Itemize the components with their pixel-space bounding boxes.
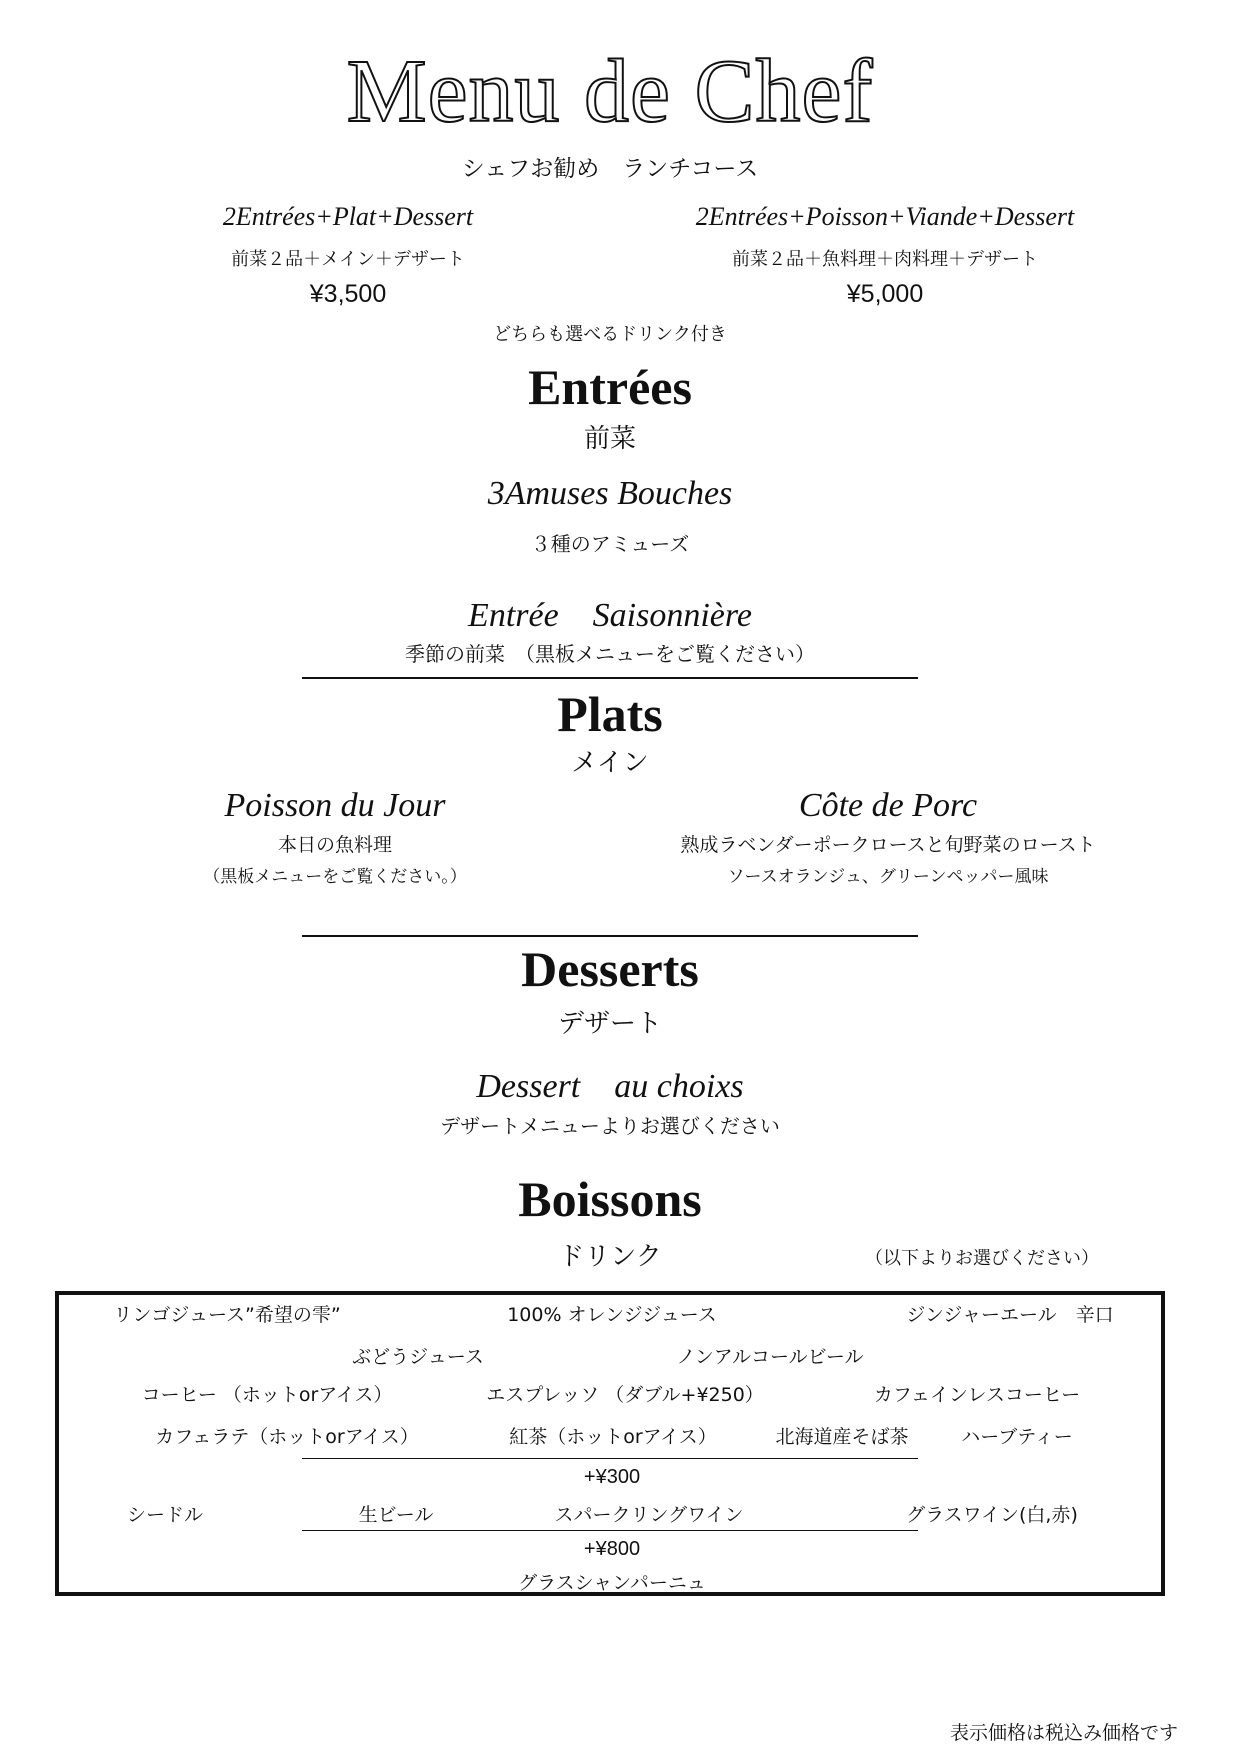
- page-subtitle: シェフお勧め ランチコース: [461, 156, 759, 182]
- section-boissons-title: Boissons: [518, 1171, 702, 1227]
- course-2-name: 2Entrées+Poisson+Viande+Dessert: [695, 202, 1075, 231]
- tier-1-price: +¥300: [583, 1466, 641, 1488]
- drink-grape-juice: ぶどうジュース: [352, 1346, 484, 1368]
- course-1-desc: 前菜２品＋メイン＋デザート: [231, 249, 465, 270]
- drink-sparkling-wine: スパークリングワイン: [554, 1504, 744, 1526]
- drink-included-note: どちらも選べるドリンク付き: [493, 324, 727, 345]
- dessert-1-jp: デザートメニューよりお選びください: [440, 1114, 780, 1138]
- section-desserts-jp: デザート: [557, 1009, 663, 1039]
- drink-coffee: コーヒー （ホットorアイス）: [141, 1384, 393, 1406]
- entree-2-jp: 季節の前菜 （黒板メニューをご覧ください）: [405, 642, 815, 666]
- drink-ginger-ale: ジンジャーエール 辛口: [906, 1304, 1114, 1326]
- drink-herb-tea: ハーブティー: [961, 1426, 1073, 1448]
- tier-1-divider: [302, 1458, 918, 1459]
- drink-orange-juice: 100% オレンジジュース: [507, 1304, 717, 1326]
- section-boissons-jp: ドリンク: [558, 1242, 662, 1272]
- plat-2-jp: 熟成ラベンダーポークロースと旬野菜のロースト: [680, 834, 1096, 856]
- drink-draft-beer: 生ビール: [358, 1504, 434, 1526]
- drink-cidre: シードル: [126, 1504, 204, 1526]
- plat-1-name: Poisson du Jour: [224, 787, 446, 824]
- drink-buckwheat-tea: 北海道産そば茶: [775, 1426, 909, 1448]
- divider-2: [302, 935, 918, 937]
- drink-champagne: グラスシャンパーニュ: [518, 1572, 706, 1594]
- drink-non-alcohol-beer: ノンアルコールビール: [676, 1346, 864, 1368]
- drink-espresso: エスプレッソ （ダブル+¥250）: [486, 1384, 764, 1406]
- page-title: Menu de Chef: [346, 42, 874, 141]
- plat-1-jp: 本日の魚料理: [277, 834, 393, 856]
- section-plats-jp: メイン: [571, 748, 649, 778]
- section-entrees-jp: 前菜: [583, 424, 637, 454]
- section-desserts-title: Desserts: [521, 941, 699, 997]
- section-entrees-title: Entrées: [528, 359, 692, 415]
- drink-cafe-latte: カフェラテ（ホットorアイス）: [155, 1426, 419, 1448]
- course-1-price: ¥3,500: [309, 280, 387, 308]
- entree-1-name: 3Amuses Bouches: [487, 475, 733, 512]
- plat-2-note: ソースオランジュ、グリーンペッパー風味: [727, 867, 1049, 887]
- tier-2-divider: [302, 1530, 918, 1531]
- drink-decaf-coffee: カフェインレスコーヒー: [873, 1384, 1081, 1406]
- dessert-1-name: Dessert au choixs: [476, 1068, 744, 1105]
- course-1-name: 2Entrées+Plat+Dessert: [222, 202, 474, 231]
- boissons-note: （以下よりお選びください）: [865, 1248, 1099, 1269]
- tier-2-price: +¥800: [583, 1538, 641, 1560]
- entree-1-jp: ３種のアミューズ: [530, 532, 690, 556]
- course-2-price: ¥5,000: [846, 280, 924, 308]
- drink-glass-wine: グラスワイン(白,赤): [906, 1504, 1078, 1526]
- course-2-desc: 前菜２品＋魚料理＋肉料理＋デザート: [732, 249, 1038, 270]
- tax-note: 表示価格は税込み価格です: [950, 1722, 1179, 1744]
- divider-1: [302, 677, 918, 679]
- plat-1-note: （黒板メニューをご覧ください。）: [203, 867, 467, 887]
- plat-2-name: Côte de Porc: [798, 787, 978, 824]
- drink-apple-juice: リンゴジュース”希望の雫”: [113, 1304, 341, 1326]
- section-plats-title: Plats: [557, 686, 663, 742]
- drink-black-tea: 紅茶（ホットorアイス）: [509, 1426, 717, 1448]
- entree-2-name: Entrée Saisonnière: [468, 597, 752, 634]
